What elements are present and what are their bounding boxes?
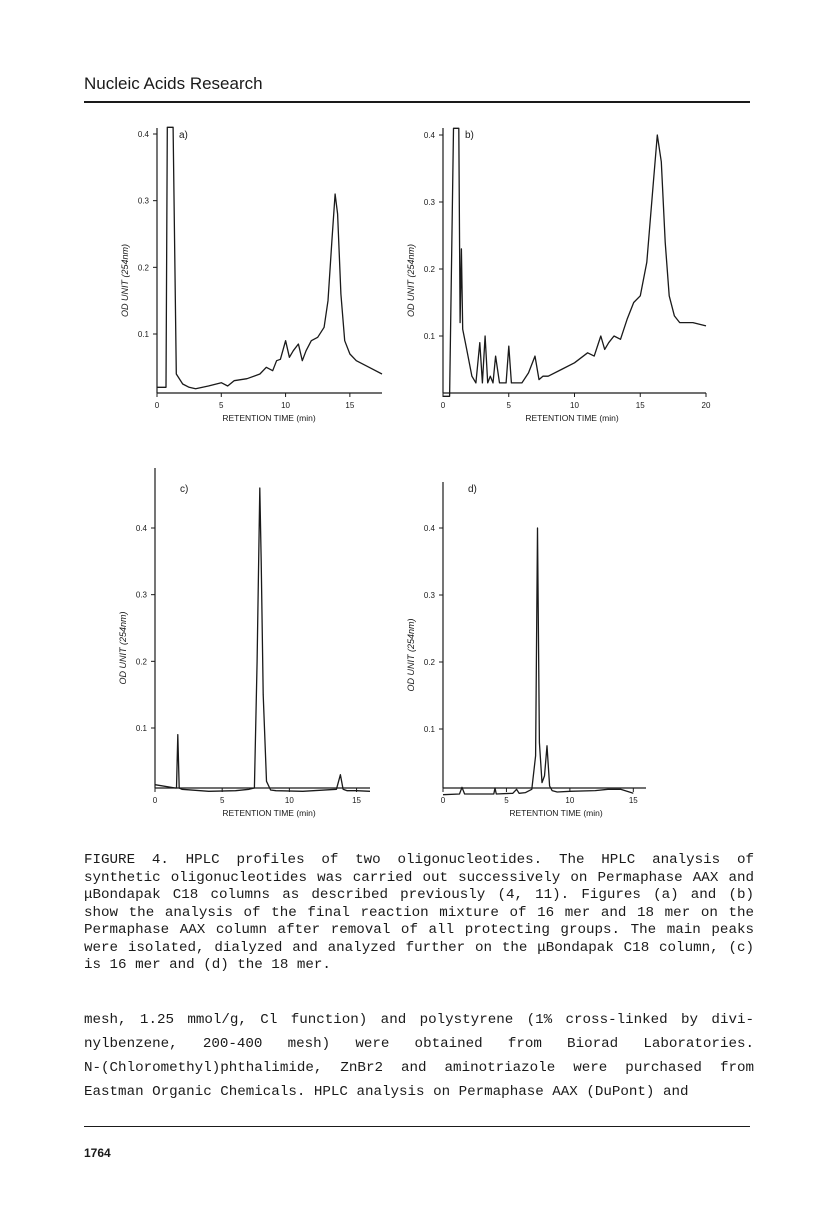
y-tick-label: 0.3 (423, 591, 435, 600)
body-text (84, 1008, 754, 1104)
chromatogram-trace (157, 127, 382, 388)
x-tick-label: 10 (565, 796, 575, 805)
body-line: nylbenzene, 200-400 mesh) were obtained from Biorad Laboratories. (84, 1036, 754, 1052)
panel-label: b) (465, 130, 474, 141)
x-tick-label: 20 (701, 401, 711, 410)
x-tick-label: 0 (440, 401, 446, 410)
caption-line: Permaphase AAX column after removal of all protecting groups. The main peaks (84, 922, 754, 938)
panel-label: d) (468, 484, 477, 495)
y-tick-label: 0.2 (137, 263, 149, 273)
y-axis-label: OD UNIT (254nm) (120, 243, 130, 318)
x-tick-label: 5 (219, 796, 225, 805)
figure-4 (0, 110, 816, 830)
y-axis-label: OD UNIT (254nm) (406, 243, 416, 318)
caption-line: μBondapak C18 columns as described previously (4, 11). Figures (a) and (b) (84, 887, 754, 903)
caption-line: synthetic oligonucleotides was carried out successively on Permaphase AAX and (84, 869, 754, 886)
chromatogram-trace (443, 528, 633, 795)
y-tick-label: 0.4 (423, 131, 435, 140)
panel-label: a) (179, 130, 188, 141)
x-tick-label: 5 (506, 401, 511, 410)
x-tick-label: 5 (504, 796, 509, 805)
caption-line: show the analysis of the final reaction mixture of 16 mer and 18 mer on the (84, 904, 754, 921)
y-tick-label: 0.3 (137, 196, 149, 206)
x-axis-label: RETENTION TIME (min) (509, 808, 603, 818)
x-tick-label: 0 (152, 796, 158, 805)
chart-panel-a (120, 127, 382, 423)
figure-caption (84, 852, 754, 975)
x-tick-label: 15 (635, 401, 645, 410)
x-tick-label: 0 (154, 401, 160, 410)
footer-rule (84, 1126, 750, 1127)
caption-line: is 16 mer and (d) the 18 mer. (84, 957, 331, 973)
y-tick-label: 0.1 (423, 332, 435, 341)
y-tick-label: 0.2 (135, 657, 147, 667)
panel-label: c) (180, 484, 189, 495)
x-tick-label: 10 (281, 401, 291, 410)
y-tick-label: 0.2 (423, 658, 435, 667)
y-axis-label: OD UNIT (254nm) (118, 611, 128, 685)
y-tick-label: 0.4 (137, 130, 149, 139)
body-line: Eastman Organic Chemicals. HPLC analysis on Permaphase AAX (DuPont) and (84, 1084, 689, 1100)
chromatogram-trace (443, 128, 706, 396)
x-axis-label: RETENTION TIME (min) (525, 413, 619, 423)
x-tick-label: 15 (628, 796, 638, 805)
x-tick-label: 0 (440, 796, 446, 805)
y-tick-label: 0.1 (137, 330, 149, 339)
page-number: 1764 (84, 1146, 111, 1160)
y-tick-label: 0.4 (423, 524, 435, 533)
x-tick-label: 10 (570, 401, 579, 410)
header-rule (84, 101, 750, 103)
x-axis-label: RETENTION TIME (min) (222, 413, 316, 423)
body-line: N-(Chloromethyl)phthalimide, ZnBr2 and aminotriazole were purchased from (84, 1060, 754, 1076)
caption-line: were isolated, dialyzed and analyzed further on the μBondapak C18 column, (c) (84, 939, 754, 956)
journal-title: Nucleic Acids Research (84, 74, 263, 93)
chart-panel-c (118, 468, 370, 818)
y-tick-label: 0.4 (135, 524, 147, 533)
x-tick-label: 5 (219, 401, 224, 410)
y-tick-label: 0.1 (423, 725, 435, 734)
x-axis-label: RETENTION TIME (min) (222, 808, 316, 818)
chart-panel-b (406, 128, 711, 423)
x-tick-label: 15 (352, 796, 362, 805)
y-tick-label: 0.3 (135, 590, 147, 600)
y-tick-label: 0.1 (135, 724, 147, 733)
y-tick-label: 0.2 (423, 265, 435, 274)
caption-line: FIGURE 4. HPLC profiles of two oligonucleotides. The HPLC analysis of (84, 852, 754, 868)
x-tick-label: 10 (284, 796, 294, 805)
chromatogram-trace (155, 488, 370, 791)
y-tick-label: 0.3 (423, 198, 435, 207)
x-tick-label: 15 (345, 401, 355, 410)
chart-panel-d (406, 482, 646, 818)
y-axis-label: OD UNIT (254nm) (406, 618, 416, 692)
body-line: mesh, 1.25 mmol/g, Cl function) and polystyrene (1% cross-linked by divi- (84, 1012, 754, 1028)
